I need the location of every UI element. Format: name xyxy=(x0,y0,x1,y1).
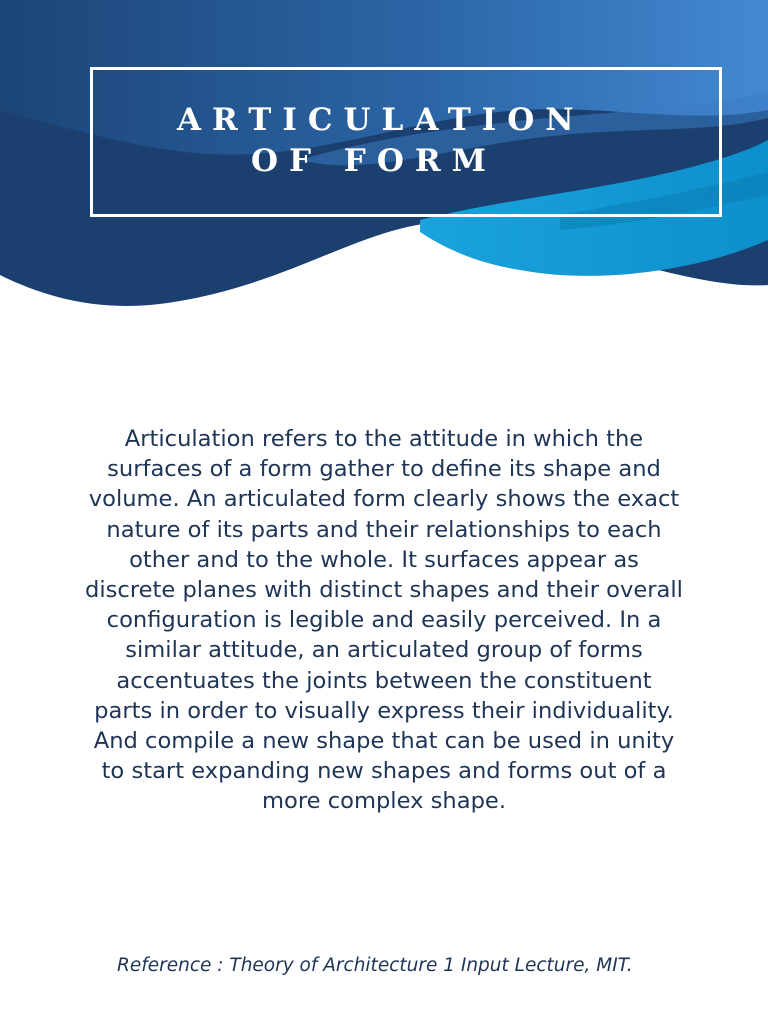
title-frame xyxy=(90,67,722,217)
title-line-2: OF FORM xyxy=(251,143,497,179)
title-line-1: ARTICULATION xyxy=(177,102,585,138)
body-paragraph: Articulation refers to the attitude in which the surfaces of a form gather to define its shape and volume. An articulated form clearly shows the exact nature of its parts and their relationships to each other and to the whole. It surfaces appear as discrete planes with distinct shapes and their overall configuration is legible and easily perceived. In a similar attitude, an articulated group of forms accentuates the joints between the constituent parts in order to visually express their individuality. And compile a new shape that can be used in unity to start expanding new shapes and forms out of a more complex shape. xyxy=(85,426,683,815)
reference-citation: Reference : Theory of Architecture 1 Input Lecture, MIT. xyxy=(117,955,633,976)
